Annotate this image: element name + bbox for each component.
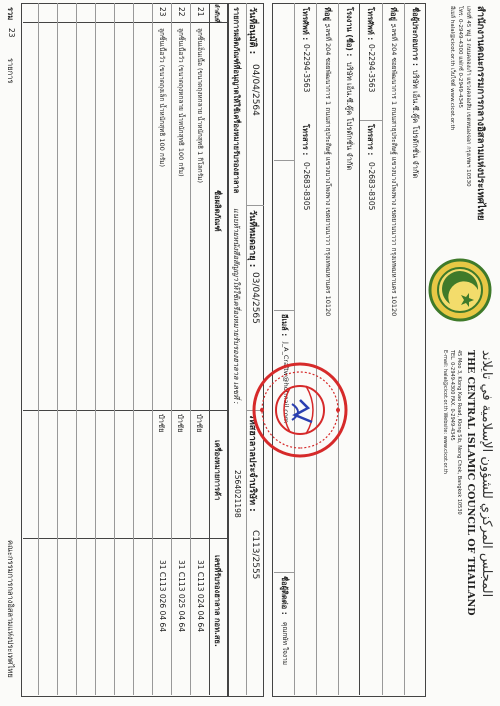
table-row-3-cert: 31 C113 026 04 64 [158, 560, 167, 633]
table-header-no: ลำดับที่ [213, 4, 220, 23]
table-row-3-brand: ปำชัย [157, 414, 166, 433]
org-tel-english: TEL. 0-2949-4300 FAX. 0-2949-4345 [449, 350, 455, 441]
table-row-2-brand: ปำชัย [176, 414, 185, 433]
applicant-name-label: ชื่อผู้ประกอบการ : [411, 7, 420, 67]
total-value: 23 [7, 28, 16, 38]
table-row-3-product: ลูกชิ้นเนื้อวัว (ขนาดถุงเล็ก น้ำหนักสุทธิ 100 กรัม) [158, 28, 166, 168]
official-red-stamp [250, 360, 350, 460]
table-row-3-no: 23 [158, 7, 167, 17]
table-header-cert: เลขที่รับรองฮาลาล กอท.สธ. [213, 555, 222, 647]
cicot-seal-logo [428, 258, 492, 322]
applicant-address-value: เลขที่ 204 ซอยพัฒนาการ 1 ถนนสาธุประดิษฐ์ แขวงบางโพงพาง เขตยานนาวา กรุงเทพมหานคร 10120 [390, 26, 398, 317]
expiry-date-label: วันที่หมดอายุ : [247, 210, 257, 268]
contract-number: 2564021198 [233, 470, 242, 518]
factory-contact-value: คุณกษัท ใจงาม [281, 622, 289, 666]
org-name-english: THE CENTRAL ISLAMIC COUNCIL OF THAILAND [465, 350, 476, 616]
total-label: รวม [6, 7, 15, 21]
table-row-2-no: 22 [177, 7, 186, 17]
factory-fax-label: โทรสาร : [301, 124, 310, 156]
org-web-english: E-mail: halal@cicot.or.th Website: www.cicot.or.th [442, 350, 448, 474]
org-address-english: 45 Moo 3, Klong Kao Road, Klong Sib, Nong Chok, Bangkok 10530 [456, 350, 462, 515]
factory-name-label: โรงงาน (ชื่อ) : [345, 7, 354, 57]
halal-code-label: รหัสฮาลาลประจำบริษัท : [247, 414, 257, 512]
table-row-2-product: ลูกชิ้นเนื้อวัว (ขนาดถุงหกลาย น้ำหนักสุทธิ 100 กรัม) [177, 28, 185, 177]
table-header-brand: เครื่องหมายการค้า [213, 440, 222, 501]
table-header-product: ชื่อผลิตภัณฑ์ [213, 190, 222, 232]
factory-email-value: J_A_Craftw@hotmail.com [282, 342, 290, 424]
signature-note: คณะกรรมการกลางอิสลามแห่งประเทศไทย [6, 540, 15, 678]
org-name-arabic: المجلس المركزي للشؤون الإسلامية في تايلاند [479, 350, 494, 598]
org-tel-thai: โทร. 0-2949-4300 แฟกซ์ 0-2949-4345 [457, 6, 463, 108]
halal-code-value: C113/2555 [250, 530, 260, 580]
items-label: รายการ [6, 58, 15, 84]
table-row-1-brand: ปำชัย [195, 414, 204, 433]
applicant-phone-value: 0-2294-3563 [367, 44, 376, 93]
approved-date-label: วันที่อนุมัติ : [247, 7, 257, 55]
table-row-1-cert: 31 C113 024 04 64 [196, 560, 205, 633]
org-web-thai: อีเมล์ halal@cicot.or.th เว็บไซต์ www.cicot.or.th [449, 6, 455, 131]
applicant-fax-label: โทรสาร : [366, 124, 375, 156]
product-list-subtitle: แนบท้ายหนังสือสัญญาให้ใช้เครื่องหมายรับรองฮาลาล เลขที่ : [232, 208, 241, 404]
factory-phone-label: โทรศัพท์ : [301, 7, 310, 41]
factory-phone-value: 0-2294-3563 [302, 44, 311, 93]
factory-email-label: อีเมล์ : [280, 314, 289, 337]
factory-fax-value: 0-2683-8305 [302, 162, 311, 211]
factory-address-value: เลขที่ 204 ซอยพัฒนาการ 1 ถนนสาธุประดิษฐ์ แขวงบางโพงพาง เขตยานนาวา กรุงเทพมหานคร 10120 [324, 26, 332, 317]
expiry-date-value: 03/04/2565 [250, 272, 260, 324]
table-row-1-no: 21 [196, 7, 205, 17]
product-list-title: รายการผลิตภัณฑ์ที่อนุญาตให้ใช้เครื่องหมายรับรองฮาลาล [232, 7, 241, 194]
applicant-phone-label: โทรศัพท์ : [366, 7, 375, 41]
org-address-thai: เลขที่ 45 หมู่ 3 ถนนคลองเก้า แขวงคลองสิบ เขตหนองจอก กรุงเทพฯ 10530 [465, 6, 471, 187]
approved-date-value: 04/04/2564 [250, 64, 260, 116]
table-row-2-cert: 31 C113 025 04 64 [177, 560, 186, 633]
org-name-thai: สำนักงานคณะกรรมการกลางอิสลามแห่งประเทศไทย [475, 6, 486, 221]
factory-name-value: บริษัท เอ็น.ซี.คู๊ค โปรดักชั่น จำกัด [345, 62, 354, 171]
applicant-name-value: บริษัท เอ็น.ซี.คู๊ค โปรดักชั่น จำกัด [411, 70, 420, 179]
factory-address-label: ที่อยู่ : [323, 7, 332, 27]
applicant-address-label: ที่อยู่ : [389, 7, 398, 27]
applicant-fax-value: 0-2683-8305 [367, 162, 376, 211]
factory-contact-label: ชื่อผู้ติดต่อ : [280, 576, 289, 615]
table-row-1-product: ลูกชิ้นเอ็นเนื้อ (ขนาดถุงหกลาย น้ำหนักสุทธิ 1 กิโลกรัม) [196, 28, 204, 184]
